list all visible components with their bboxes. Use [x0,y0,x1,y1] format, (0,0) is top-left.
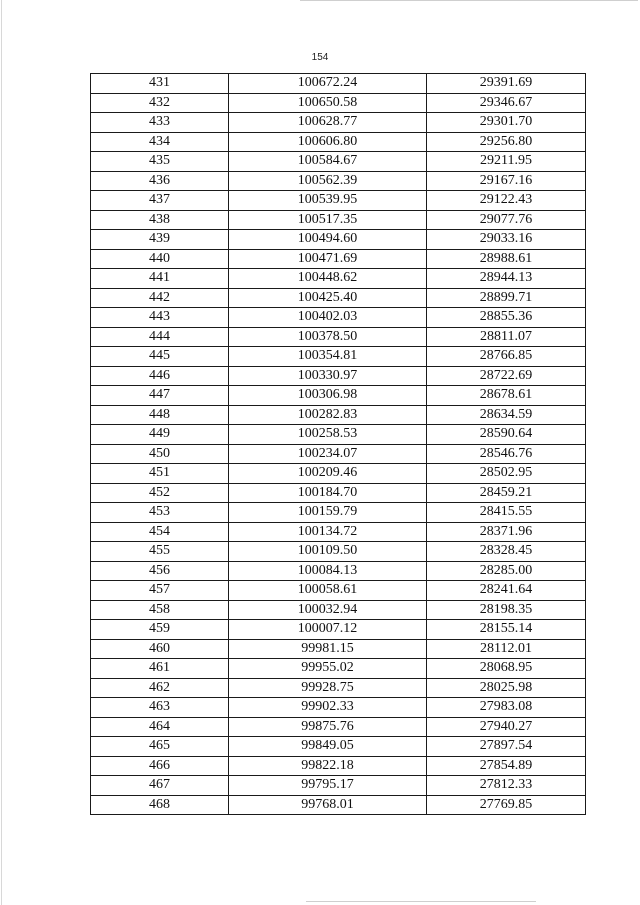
value-b-cell: 29391.69 [427,74,586,94]
value-a-cell: 100282.83 [229,405,427,425]
row-number-cell: 458 [91,600,229,620]
row-number-cell: 454 [91,522,229,542]
value-a-cell: 100378.50 [229,327,427,347]
value-a-cell: 100258.53 [229,425,427,445]
value-a-cell: 99768.01 [229,795,427,815]
table-row [91,405,586,425]
table-row [91,464,586,484]
value-b-cell: 28285.00 [427,561,586,581]
value-b-cell: 28112.01 [427,639,586,659]
value-a-cell: 100425.40 [229,288,427,308]
row-number-cell: 442 [91,288,229,308]
value-a-cell: 100109.50 [229,542,427,562]
value-b-cell: 27854.89 [427,756,586,776]
value-b-cell: 27940.27 [427,717,586,737]
table-row [91,132,586,152]
row-number-cell: 438 [91,210,229,230]
table-row [91,425,586,445]
value-b-cell: 29211.95 [427,152,586,172]
value-b-cell: 27897.54 [427,737,586,757]
table-row [91,698,586,718]
row-number-cell: 459 [91,620,229,640]
value-a-cell: 99902.33 [229,698,427,718]
data-table [90,73,586,815]
value-b-cell: 28371.96 [427,522,586,542]
value-b-cell: 28155.14 [427,620,586,640]
value-b-cell: 29033.16 [427,230,586,250]
table-row [91,776,586,796]
value-a-cell: 100539.95 [229,191,427,211]
value-b-cell: 28590.64 [427,425,586,445]
row-number-cell: 436 [91,171,229,191]
value-a-cell: 99875.76 [229,717,427,737]
table-row [91,288,586,308]
value-b-cell: 28722.69 [427,366,586,386]
row-number-cell: 447 [91,386,229,406]
value-b-cell: 28811.07 [427,327,586,347]
value-b-cell: 29256.80 [427,132,586,152]
table-row [91,503,586,523]
value-b-cell: 28241.64 [427,581,586,601]
row-number-cell: 435 [91,152,229,172]
table-row [91,347,586,367]
table-row [91,620,586,640]
value-a-cell: 100234.07 [229,444,427,464]
table-row [91,249,586,269]
value-a-cell: 100184.70 [229,483,427,503]
table-row [91,210,586,230]
value-a-cell: 99981.15 [229,639,427,659]
value-b-cell: 28068.95 [427,659,586,679]
row-number-cell: 449 [91,425,229,445]
table-row [91,327,586,347]
row-number-cell: 433 [91,113,229,133]
row-number-cell: 431 [91,74,229,94]
value-b-cell: 29077.76 [427,210,586,230]
row-number-cell: 448 [91,405,229,425]
value-b-cell: 29122.43 [427,191,586,211]
table-row [91,93,586,113]
value-b-cell: 27812.33 [427,776,586,796]
row-number-cell: 446 [91,366,229,386]
table-row [91,171,586,191]
page-number: 154 [311,52,329,63]
table-row [91,308,586,328]
value-a-cell: 100330.97 [229,366,427,386]
row-number-cell: 440 [91,249,229,269]
table-body [91,74,586,815]
row-number-cell: 439 [91,230,229,250]
value-a-cell: 100628.77 [229,113,427,133]
row-number-cell: 467 [91,776,229,796]
value-a-cell: 100584.67 [229,152,427,172]
value-b-cell: 28899.71 [427,288,586,308]
value-a-cell: 99928.75 [229,678,427,698]
row-number-cell: 452 [91,483,229,503]
table-row [91,444,586,464]
row-number-cell: 450 [91,444,229,464]
value-a-cell: 100448.62 [229,269,427,289]
table-row [91,542,586,562]
table-row [91,639,586,659]
table-row [91,600,586,620]
row-number-cell: 466 [91,756,229,776]
value-b-cell: 28634.59 [427,405,586,425]
value-a-cell: 100159.79 [229,503,427,523]
scan-edge-top [300,0,638,1]
table-row [91,74,586,94]
row-number-cell: 457 [91,581,229,601]
table-row [91,717,586,737]
table-row [91,659,586,679]
value-a-cell: 99822.18 [229,756,427,776]
row-number-cell: 432 [91,93,229,113]
row-number-cell: 444 [91,327,229,347]
value-a-cell: 100606.80 [229,132,427,152]
row-number-cell: 468 [91,795,229,815]
value-b-cell: 29167.16 [427,171,586,191]
scan-edge-left [1,0,2,905]
row-number-cell: 464 [91,717,229,737]
row-number-cell: 461 [91,659,229,679]
row-number-cell: 434 [91,132,229,152]
table-row [91,230,586,250]
row-number-cell: 463 [91,698,229,718]
value-a-cell: 99849.05 [229,737,427,757]
value-b-cell: 28944.13 [427,269,586,289]
row-number-cell: 445 [91,347,229,367]
value-a-cell: 100134.72 [229,522,427,542]
value-b-cell: 28766.85 [427,347,586,367]
row-number-cell: 465 [91,737,229,757]
row-number-cell: 441 [91,269,229,289]
table-row [91,152,586,172]
table-row [91,581,586,601]
row-number-cell: 456 [91,561,229,581]
value-a-cell: 100494.60 [229,230,427,250]
row-number-cell: 453 [91,503,229,523]
table-row [91,269,586,289]
table-row [91,795,586,815]
value-b-cell: 28546.76 [427,444,586,464]
value-b-cell: 28198.35 [427,600,586,620]
table-row [91,113,586,133]
row-number-cell: 462 [91,678,229,698]
table-row [91,366,586,386]
row-number-cell: 460 [91,639,229,659]
value-b-cell: 28502.95 [427,464,586,484]
value-b-cell: 27769.85 [427,795,586,815]
table-row [91,561,586,581]
value-a-cell: 100007.12 [229,620,427,640]
value-a-cell: 100058.61 [229,581,427,601]
value-a-cell: 99955.02 [229,659,427,679]
table-row [91,386,586,406]
value-a-cell: 100402.03 [229,308,427,328]
value-a-cell: 100650.58 [229,93,427,113]
table-row [91,522,586,542]
value-b-cell: 28678.61 [427,386,586,406]
value-b-cell: 28025.98 [427,678,586,698]
table-row [91,756,586,776]
table-row [91,678,586,698]
row-number-cell: 451 [91,464,229,484]
value-b-cell: 29346.67 [427,93,586,113]
value-a-cell: 100084.13 [229,561,427,581]
value-a-cell: 100354.81 [229,347,427,367]
scan-edge-bottom [306,901,536,902]
value-b-cell: 28855.36 [427,308,586,328]
table-row [91,191,586,211]
value-a-cell: 100032.94 [229,600,427,620]
value-a-cell: 100562.39 [229,171,427,191]
value-b-cell: 28328.45 [427,542,586,562]
table-row [91,737,586,757]
value-a-cell: 100306.98 [229,386,427,406]
value-a-cell: 100471.69 [229,249,427,269]
table-row [91,483,586,503]
value-a-cell: 100517.35 [229,210,427,230]
value-b-cell: 28459.21 [427,483,586,503]
row-number-cell: 443 [91,308,229,328]
value-b-cell: 28415.55 [427,503,586,523]
row-number-cell: 455 [91,542,229,562]
value-b-cell: 29301.70 [427,113,586,133]
value-a-cell: 99795.17 [229,776,427,796]
row-number-cell: 437 [91,191,229,211]
value-a-cell: 100209.46 [229,464,427,484]
value-b-cell: 27983.08 [427,698,586,718]
value-a-cell: 100672.24 [229,74,427,94]
value-b-cell: 28988.61 [427,249,586,269]
